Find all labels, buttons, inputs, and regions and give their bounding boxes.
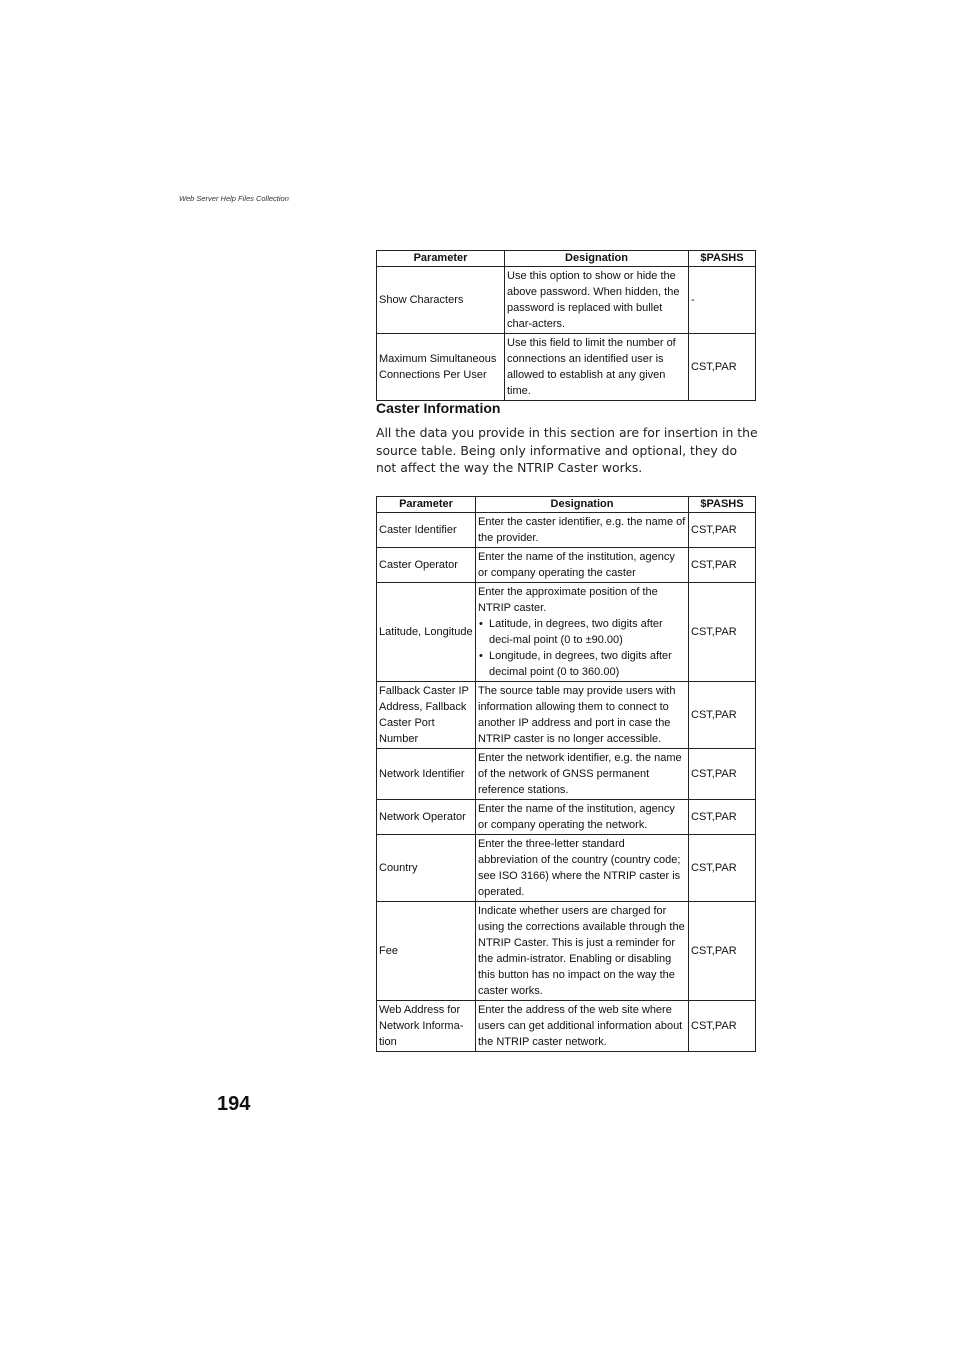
table-header-row — [377, 251, 756, 267]
table-row — [377, 835, 756, 902]
pashs-cell: CST,PAR — [689, 682, 756, 749]
table-header-row — [377, 497, 756, 513]
pashs-cell: CST,PAR — [689, 583, 756, 682]
table-row — [377, 902, 756, 1001]
parameter-cell: Maximum Simultaneous Connections Per User — [377, 334, 505, 401]
table-row — [377, 682, 756, 749]
column-header-parameter: Parameter — [377, 251, 505, 267]
table-row — [377, 749, 756, 800]
column-header-pashs: $PASHS — [689, 251, 756, 267]
designation-cell: Enter the name of the institution, agency or company operating the caster — [476, 548, 689, 583]
designation-cell: The source table may provide users with information allowing them to connect to another IP address and port in case the NTRIP caster is no longer accessible. — [476, 682, 689, 749]
column-header-designation: Designation — [476, 497, 689, 513]
parameter-cell: Latitude, Longitude — [377, 583, 476, 682]
parameter-cell: Network Operator — [377, 800, 476, 835]
parameter-cell: Fallback Caster IP Address, Fallback Caster Port Number — [377, 682, 476, 749]
password-options-table — [376, 250, 756, 401]
pashs-cell: CST,PAR — [689, 513, 756, 548]
section-heading: Caster Information — [376, 400, 501, 416]
pashs-cell: CST,PAR — [689, 1001, 756, 1052]
parameter-cell: Fee — [377, 902, 476, 1001]
designation-cell: Indicate whether users are charged for using the corrections available through the NTRIP Caster. This is just a reminder for the admin-istrator. Enabling or disabling this button has no impact on the way the caster works. — [476, 902, 689, 1001]
bullet-item-longitude: • Longitude, in degrees, two digits after decimal point (0 to 360.00) — [478, 648, 686, 680]
designation-cell: Enter the name of the institution, agency or company operating the network. — [476, 800, 689, 835]
caster-information-table — [376, 496, 756, 1052]
table-row — [377, 267, 756, 334]
parameter-cell: Caster Identifier — [377, 513, 476, 548]
running-header: Web Server Help Files Collection — [179, 194, 289, 203]
designation-cell: Enter the caster identifier, e.g. the name of the provider. — [476, 513, 689, 548]
table-row — [377, 800, 756, 835]
pashs-cell: - — [689, 267, 756, 334]
designation-cell — [476, 583, 689, 682]
designation-cell: Use this field to limit the number of connections an identified user is allowed to establish at any given time. — [505, 334, 689, 401]
section-intro: All the data you provide in this section are for insertion in the source table. Being only informative and optional, they do not affect the way the NTRIP Caster works. — [376, 425, 758, 475]
table-row — [377, 513, 756, 548]
parameter-cell: Web Address for Network Informa-tion — [377, 1001, 476, 1052]
parameter-cell: Network Identifier — [377, 749, 476, 800]
column-header-designation: Designation — [505, 251, 689, 267]
pashs-cell: CST,PAR — [689, 548, 756, 583]
column-header-parameter: Parameter — [377, 497, 476, 513]
designation-cell: Enter the three-letter standard abbreviation of the country (country code; see ISO 3166) where the NTRIP caster is operated. — [476, 835, 689, 902]
bullet-item-latitude: • Latitude, in degrees, two digits after deci-mal point (0 to ±90.00) — [478, 616, 686, 648]
bullet-list — [478, 616, 686, 680]
pashs-cell: CST,PAR — [689, 835, 756, 902]
table-row — [377, 1001, 756, 1052]
parameter-cell: Caster Operator — [377, 548, 476, 583]
table-row — [377, 334, 756, 401]
designation-text: Enter the approximate position of the NTRIP caster. — [478, 586, 658, 614]
page-number: 194 — [217, 1093, 251, 1115]
parameter-cell: Country — [377, 835, 476, 902]
designation-cell: Enter the network identifier, e.g. the name of the network of GNSS permanent reference stations. — [476, 749, 689, 800]
pashs-cell: CST,PAR — [689, 334, 756, 401]
designation-cell: Enter the address of the web site where users can get additional information about the NTRIP caster network. — [476, 1001, 689, 1052]
column-header-pashs: $PASHS — [689, 497, 756, 513]
parameter-cell: Show Characters — [377, 267, 505, 334]
pashs-cell: CST,PAR — [689, 902, 756, 1001]
pashs-cell: CST,PAR — [689, 749, 756, 800]
pashs-cell: CST,PAR — [689, 800, 756, 835]
table-row — [377, 583, 756, 682]
table-row — [377, 548, 756, 583]
designation-cell: Use this option to show or hide the above password. When hidden, the password is replaced with bullet char-acters. — [505, 267, 689, 334]
